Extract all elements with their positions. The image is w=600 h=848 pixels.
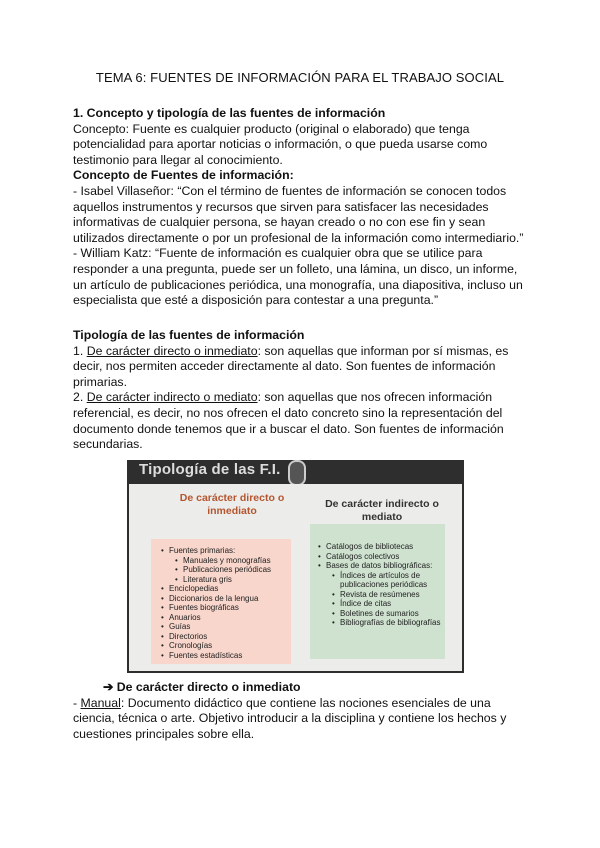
list-item: • Publicaciones periódicas xyxy=(161,565,291,575)
list-item: • Revista de resúmenes xyxy=(318,590,445,600)
section-heading: 1. Concepto y tipología de las fuentes de información xyxy=(73,106,386,120)
item-text: : son aquellas que nos ofrecen información referencial, es decir, no nos ofrecen el dato concreto sino la representación del documento donde tenemos que ir a buscar el dato. Son fuentes de información secundarias. xyxy=(73,390,504,452)
item-term: De carácter directo o inmediato xyxy=(86,343,258,358)
left-box xyxy=(151,539,291,664)
dash: - xyxy=(73,695,81,710)
item-term: De carácter indirecto o mediato xyxy=(86,390,258,405)
list-item: • Enciclopedias xyxy=(161,584,291,594)
typology-item-1 xyxy=(73,344,533,391)
manual-term: Manual xyxy=(80,695,121,710)
list-item: • Fuentes primarias: xyxy=(161,546,291,556)
list-item: • Índices de artículos de xyxy=(318,571,445,581)
list-item: • Boletines de sumarios xyxy=(318,609,445,619)
section-concept xyxy=(73,106,533,309)
list-item: • Bases de datos bibliográficas: xyxy=(318,561,445,571)
list-item: • Catálogos de bibliotecas xyxy=(318,542,445,552)
list-item: • Fuentes biográficas xyxy=(161,603,291,613)
arrow-heading: ➔ De carácter directo o inmediato xyxy=(103,680,301,694)
list-item: • Bibliografías de bibliografías xyxy=(318,618,445,628)
quote-katz: - William Katz: “Fuente de información es cualquier obra que se utilice para responder a una pregunta, puede ser un folleto, una lámina, un disco, un informe, un artículo de publicaciones periódica, una monografía, una diapositiva, incluso un especialista que esté a disposición para contestar a una pregunta.” xyxy=(73,246,523,308)
concept-paragraph: Concepto: Fuente es cualquier producto (original o elaborado) que tenga potencialidad para aportar noticias o información, o que pueda usarse como testimonio para llegar al conocimiento. xyxy=(73,121,488,167)
figure-title: Tipología de las F.I. xyxy=(139,461,281,478)
list-item: • Manuales y monografías xyxy=(161,556,291,566)
quote-villasenor: - Isabel Villaseñor: “Con el término de fuentes de información se conocen todos aquellos instrumentos y recursos que sirven para satisfacer las necesidades informativas de cualquier persona, se hayan creado o no con ese fin y sean utilizados directamente o por un profesional de la información como intermediario.” xyxy=(73,183,524,245)
subheading: Concepto de Fuentes de información: xyxy=(73,168,294,183)
list-item: • Cronologías xyxy=(161,641,291,651)
figure-card xyxy=(129,484,462,671)
list-item: • Directorios xyxy=(161,632,291,642)
list-item-continued: publicaciones periódicas xyxy=(340,580,428,589)
list-item: • Diccionarios de la lengua xyxy=(161,594,291,604)
list-item: • Índice de citas xyxy=(318,599,445,609)
section-directo xyxy=(73,680,533,742)
right-box xyxy=(310,524,445,659)
clip-icon xyxy=(288,460,306,486)
item-number: 2. xyxy=(73,390,87,405)
list-item: • Guías xyxy=(161,622,291,632)
page-title: TEMA 6: FUENTES DE INFORMACIÓN PARA EL TRABAJO SOCIAL xyxy=(95,70,505,85)
item-text: : son aquellas que informan por sí mismas, es decir, nos permiten acceder directamente al dato. Son fuentes de información primarias. xyxy=(73,343,509,389)
list-item: • Anuarios xyxy=(161,613,291,623)
typology-item-2 xyxy=(73,390,533,452)
item-number: 1. xyxy=(73,343,87,358)
list-item: • Literatura gris xyxy=(161,575,291,585)
typology-figure xyxy=(127,460,464,673)
manual-text: : Documento didáctico que contiene las nociones esenciales de una ciencia, técnica o arte. Objetivo introducir a la disciplina y contiene los hechos y cuestiones principales sobre ella. xyxy=(73,695,507,741)
section-typology xyxy=(73,328,533,453)
right-column-heading: De carácter indirecto o mediato xyxy=(325,498,439,523)
left-column-heading: De carácter directo o inmediato xyxy=(179,492,285,517)
list-item: • Fuentes estadísticas xyxy=(161,651,291,661)
typology-heading: Tipología de las fuentes de información xyxy=(73,328,305,342)
list-item: • Catálogos colectivos xyxy=(318,552,445,562)
manual-paragraph xyxy=(73,696,533,743)
